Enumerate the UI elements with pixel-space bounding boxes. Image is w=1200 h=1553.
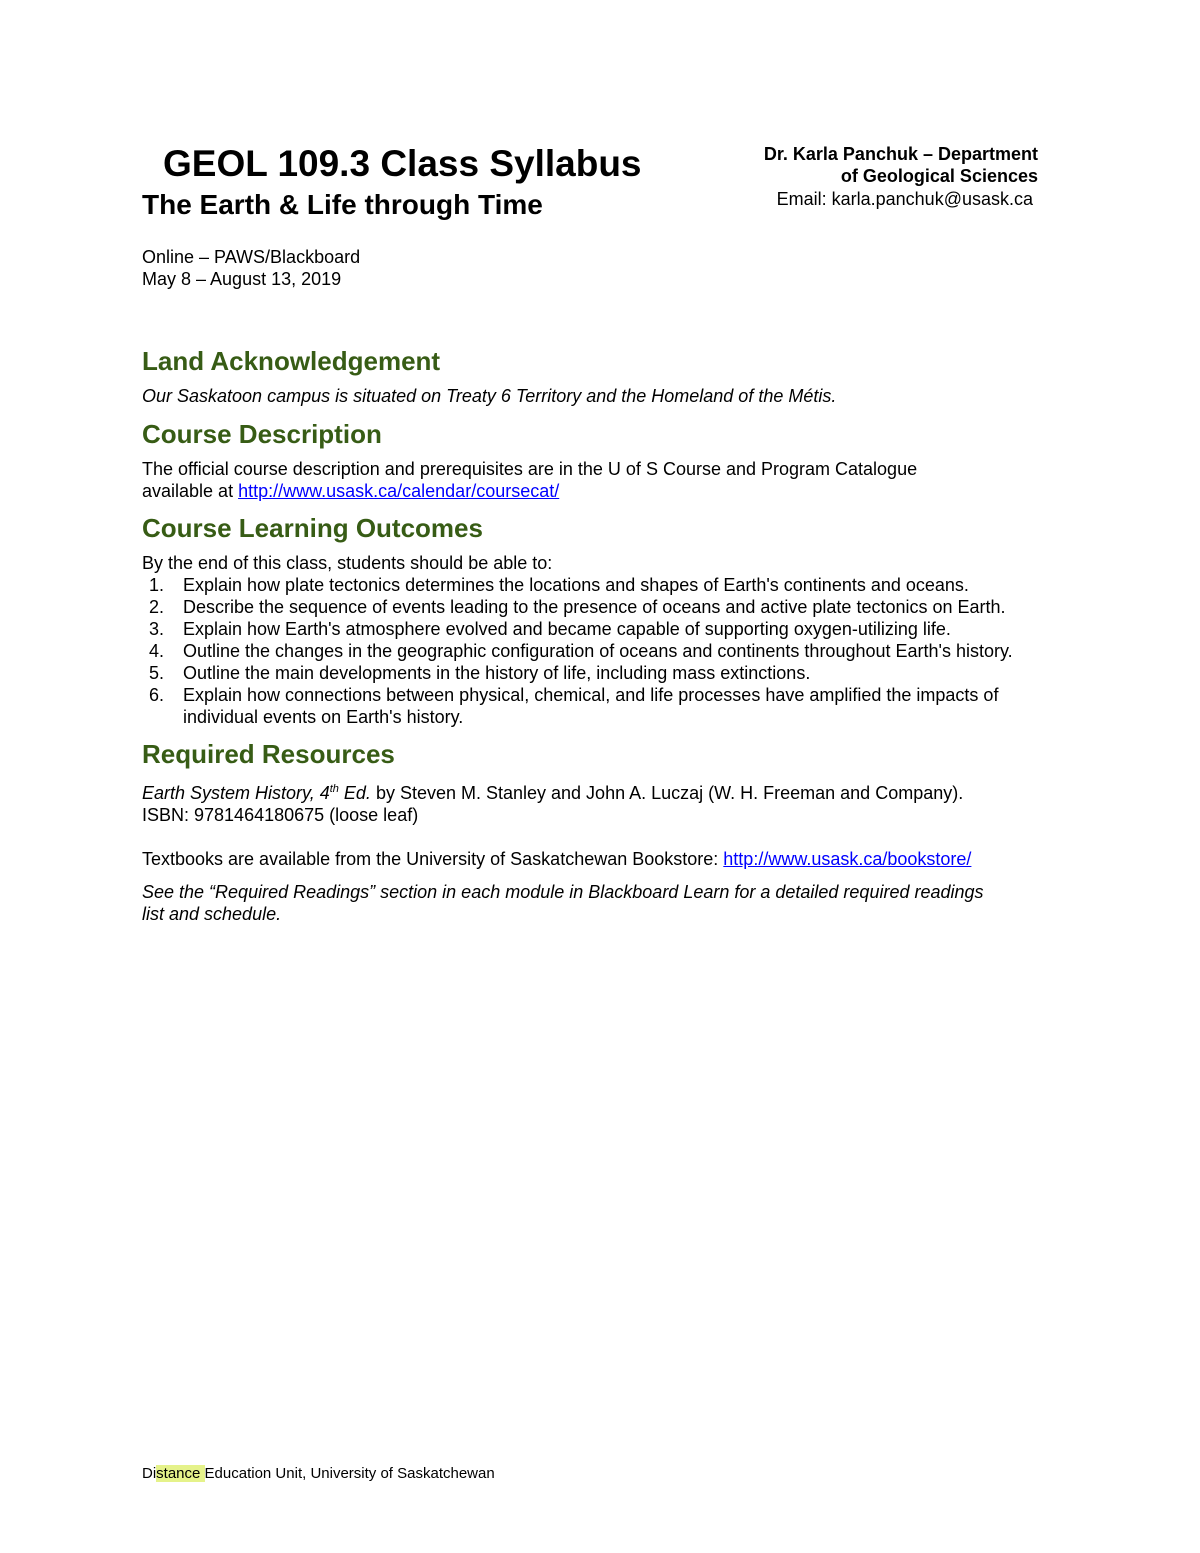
page-title: GEOL 109.3 Class Syllabus bbox=[163, 143, 642, 184]
required-readings-note: See the “Required Readings” section in each module in Blackboard Learn for a detailed required readings list and schedule. bbox=[142, 882, 984, 924]
list-text: Explain how plate tectonics determines the locations and shapes of Earth's continents and oceans. bbox=[183, 575, 969, 595]
list-number: 3. bbox=[148, 619, 164, 639]
course-description-heading: Course Description bbox=[142, 419, 382, 449]
list-item bbox=[142, 618, 1052, 640]
textbook-citation bbox=[142, 782, 1052, 826]
land-acknowledgement-heading: Land Acknowledgement bbox=[142, 346, 441, 376]
required-resources-heading: Required Resources bbox=[142, 739, 395, 769]
email-address: karla.panchuk@usask.ca bbox=[831, 189, 1033, 209]
footer-highlight: stance bbox=[156, 1465, 205, 1482]
list-text: Describe the sequence of events leading to the presence of oceans and active plate tectonics on Earth. bbox=[183, 597, 1006, 617]
textbook-authors: by Steven M. Stanley and John A. Luczaj (W. H. Freeman and Company). bbox=[370, 783, 964, 803]
textbook-isbn: ISBN: 9781464180675 (loose leaf) bbox=[142, 805, 419, 825]
course-description-text bbox=[142, 458, 1052, 502]
list-number: 1. bbox=[148, 575, 164, 595]
list-item bbox=[142, 662, 1052, 684]
learning-outcomes-heading: Course Learning Outcomes bbox=[142, 513, 483, 543]
list-text: Outline the changes in the geographic configuration of oceans and continents throughout Earth's history. bbox=[183, 641, 1013, 661]
syllabus-content bbox=[142, 345, 1052, 925]
list-item bbox=[142, 640, 1052, 662]
page-footer bbox=[142, 1465, 495, 1483]
textbook-edition: Ed. bbox=[338, 783, 371, 803]
course-meta bbox=[142, 246, 360, 290]
footer-text-end: Education Unit, University of Saskatchewan bbox=[204, 1465, 495, 1482]
list-number: 2. bbox=[148, 597, 164, 617]
list-number: 6. bbox=[148, 685, 164, 705]
instructor-name: Dr. Karla Panchuk – Department bbox=[763, 144, 1038, 164]
course-dates: May 8 – August 13, 2019 bbox=[142, 269, 342, 289]
list-item bbox=[142, 596, 1052, 618]
list-item bbox=[142, 684, 1052, 728]
instructor-email bbox=[764, 188, 1038, 210]
bookstore-text: Textbooks are available from the University of Saskatchewan Bookstore: bbox=[142, 849, 724, 869]
list-text: Explain how connections between physical, chemical, and life processes have amplified the impacts of individual events on Earth's history. bbox=[183, 685, 999, 727]
page-subtitle: The Earth & Life through Time bbox=[142, 189, 543, 220]
list-number: 4. bbox=[148, 641, 164, 661]
textbook-title: Earth System History, 4 bbox=[142, 783, 330, 803]
email-label: Email: bbox=[776, 189, 832, 209]
list-text: Explain how Earth's atmosphere evolved and became capable of supporting oxygen-utilizing life. bbox=[183, 619, 951, 639]
list-item bbox=[142, 574, 1052, 596]
bookstore-info bbox=[142, 848, 1052, 870]
instructor-department: of Geological Sciences bbox=[840, 166, 1038, 186]
learning-outcomes-intro: By the end of this class, students should be able to: bbox=[142, 553, 553, 573]
list-number: 5. bbox=[148, 663, 164, 683]
list-text: Outline the main developments in the history of life, including mass extinctions. bbox=[183, 663, 811, 683]
instructor-block bbox=[764, 143, 1038, 210]
learning-outcomes-list bbox=[142, 574, 1052, 728]
course-description-line2: available at bbox=[142, 481, 239, 501]
land-acknowledgement-text: Our Saskatoon campus is situated on Treaty 6 Territory and the Homeland of the Métis. bbox=[142, 386, 837, 406]
delivery-mode: Online – PAWS/Blackboard bbox=[142, 247, 361, 267]
bookstore-link[interactable]: http://www.usask.ca/bookstore/ bbox=[723, 849, 972, 869]
footer-text-start: Di bbox=[142, 1465, 157, 1482]
textbook-edition-sup: th bbox=[329, 783, 339, 795]
course-description-line1: The official course description and prerequisites are in the U of S Course and Program Catalogue bbox=[142, 459, 918, 479]
course-catalogue-link[interactable]: http://www.usask.ca/calendar/coursecat/ bbox=[238, 481, 560, 501]
